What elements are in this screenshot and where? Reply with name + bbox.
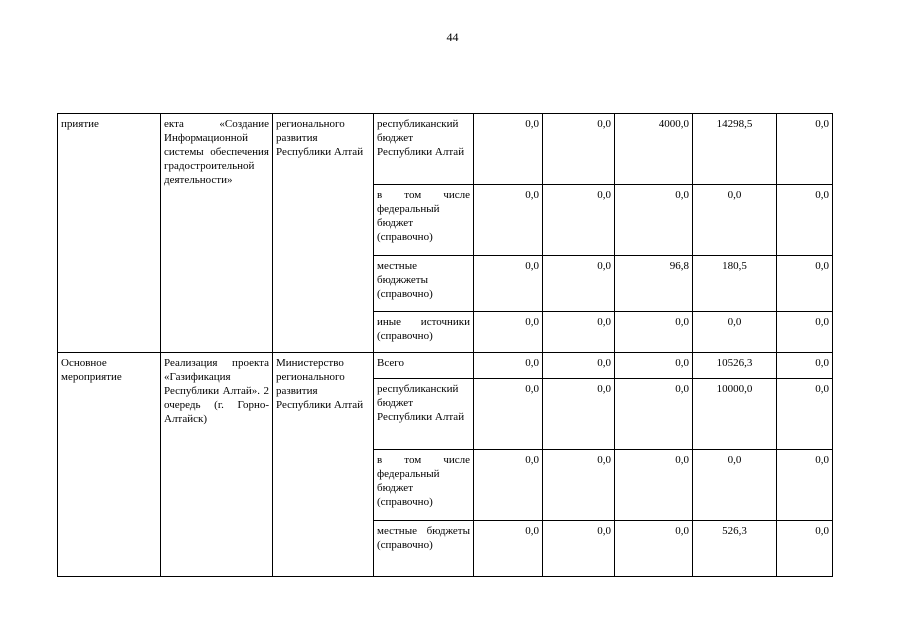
page-number: 44: [446, 30, 459, 44]
value-cell-3: 0,0: [615, 521, 693, 577]
value-cell-2: 0,0: [543, 185, 615, 256]
value-cell-5: 0,0: [777, 312, 833, 353]
event-cell-text: Основное мероприятие: [61, 357, 122, 383]
funding-source-cell: республиканский бюджет Республики Алтай: [374, 114, 474, 185]
budget-table: [57, 113, 833, 577]
value-cell-2: 0,0: [543, 312, 615, 353]
executor-cell-text: регионального развития Республики Алтай: [276, 118, 364, 158]
value-cell-3: 96,8: [615, 256, 693, 312]
value-cell-1: 0,0: [474, 450, 543, 521]
funding-source-cell: в том числе федеральный бюджет (справочно): [374, 450, 474, 521]
value-cell-2: 0,0: [543, 379, 615, 450]
funding-source-cell: Всего: [374, 353, 474, 379]
project-cell-text: екта «Создание Информационной системы обеспечения градостроительной деятельности»: [164, 118, 269, 186]
value-cell-4: 526,3: [693, 521, 777, 577]
value-cell-4: 180,5: [693, 256, 777, 312]
executor-cell: [273, 353, 374, 577]
event-cell: [58, 114, 161, 353]
value-cell-5: 0,0: [777, 185, 833, 256]
value-cell-4: 10526,3: [693, 353, 777, 379]
value-cell-2: 0,0: [543, 353, 615, 379]
value-cell-5: 0,0: [777, 256, 833, 312]
funding-source-cell: в том числе федеральный бюджет (справочно): [374, 185, 474, 256]
event-cell-text: приятие: [61, 118, 99, 130]
value-cell-3: 0,0: [615, 312, 693, 353]
value-cell-5: 0,0: [777, 521, 833, 577]
funding-source-cell: республиканский бюджет Республики Алтай: [374, 379, 474, 450]
value-cell-2: 0,0: [543, 114, 615, 185]
value-cell-1: 0,0: [474, 256, 543, 312]
value-cell-5: 0,0: [777, 353, 833, 379]
value-cell-1: 0,0: [474, 312, 543, 353]
value-cell-4: 0,0: [693, 312, 777, 353]
table-body: [58, 114, 833, 577]
event-cell: [58, 353, 161, 577]
value-cell-3: 4000,0: [615, 114, 693, 185]
value-cell-5: 0,0: [777, 114, 833, 185]
value-cell-2: 0,0: [543, 521, 615, 577]
value-cell-2: 0,0: [543, 256, 615, 312]
value-cell-4: 0,0: [693, 185, 777, 256]
project-cell: [161, 114, 273, 353]
value-cell-5: 0,0: [777, 450, 833, 521]
value-cell-1: 0,0: [474, 185, 543, 256]
table-row: [58, 353, 833, 379]
funding-source-cell: местные бюджеты (справочно): [374, 521, 474, 577]
project-cell: [161, 353, 273, 577]
value-cell-1: 0,0: [474, 379, 543, 450]
funding-source-cell: местные бюджжеты (справочно): [374, 256, 474, 312]
value-cell-3: 0,0: [615, 185, 693, 256]
value-cell-2: 0,0: [543, 450, 615, 521]
value-cell-1: 0,0: [474, 521, 543, 577]
value-cell-5: 0,0: [777, 379, 833, 450]
project-cell-text: Реализация проекта «Газификация Республики Алтай». 2 очередь (г. Горно-Алтайск): [164, 357, 269, 425]
value-cell-3: 0,0: [615, 379, 693, 450]
value-cell-4: 14298,5: [693, 114, 777, 185]
value-cell-4: 10000,0: [693, 379, 777, 450]
value-cell-1: 0,0: [474, 353, 543, 379]
value-cell-3: 0,0: [615, 450, 693, 521]
executor-cell: [273, 114, 374, 353]
table-row: [58, 114, 833, 185]
funding-source-cell: иные источники (справочно): [374, 312, 474, 353]
executor-cell-text: Министерство регионального развития Республики Алтай: [276, 357, 364, 411]
value-cell-4: 0,0: [693, 450, 777, 521]
value-cell-1: 0,0: [474, 114, 543, 185]
value-cell-3: 0,0: [615, 353, 693, 379]
